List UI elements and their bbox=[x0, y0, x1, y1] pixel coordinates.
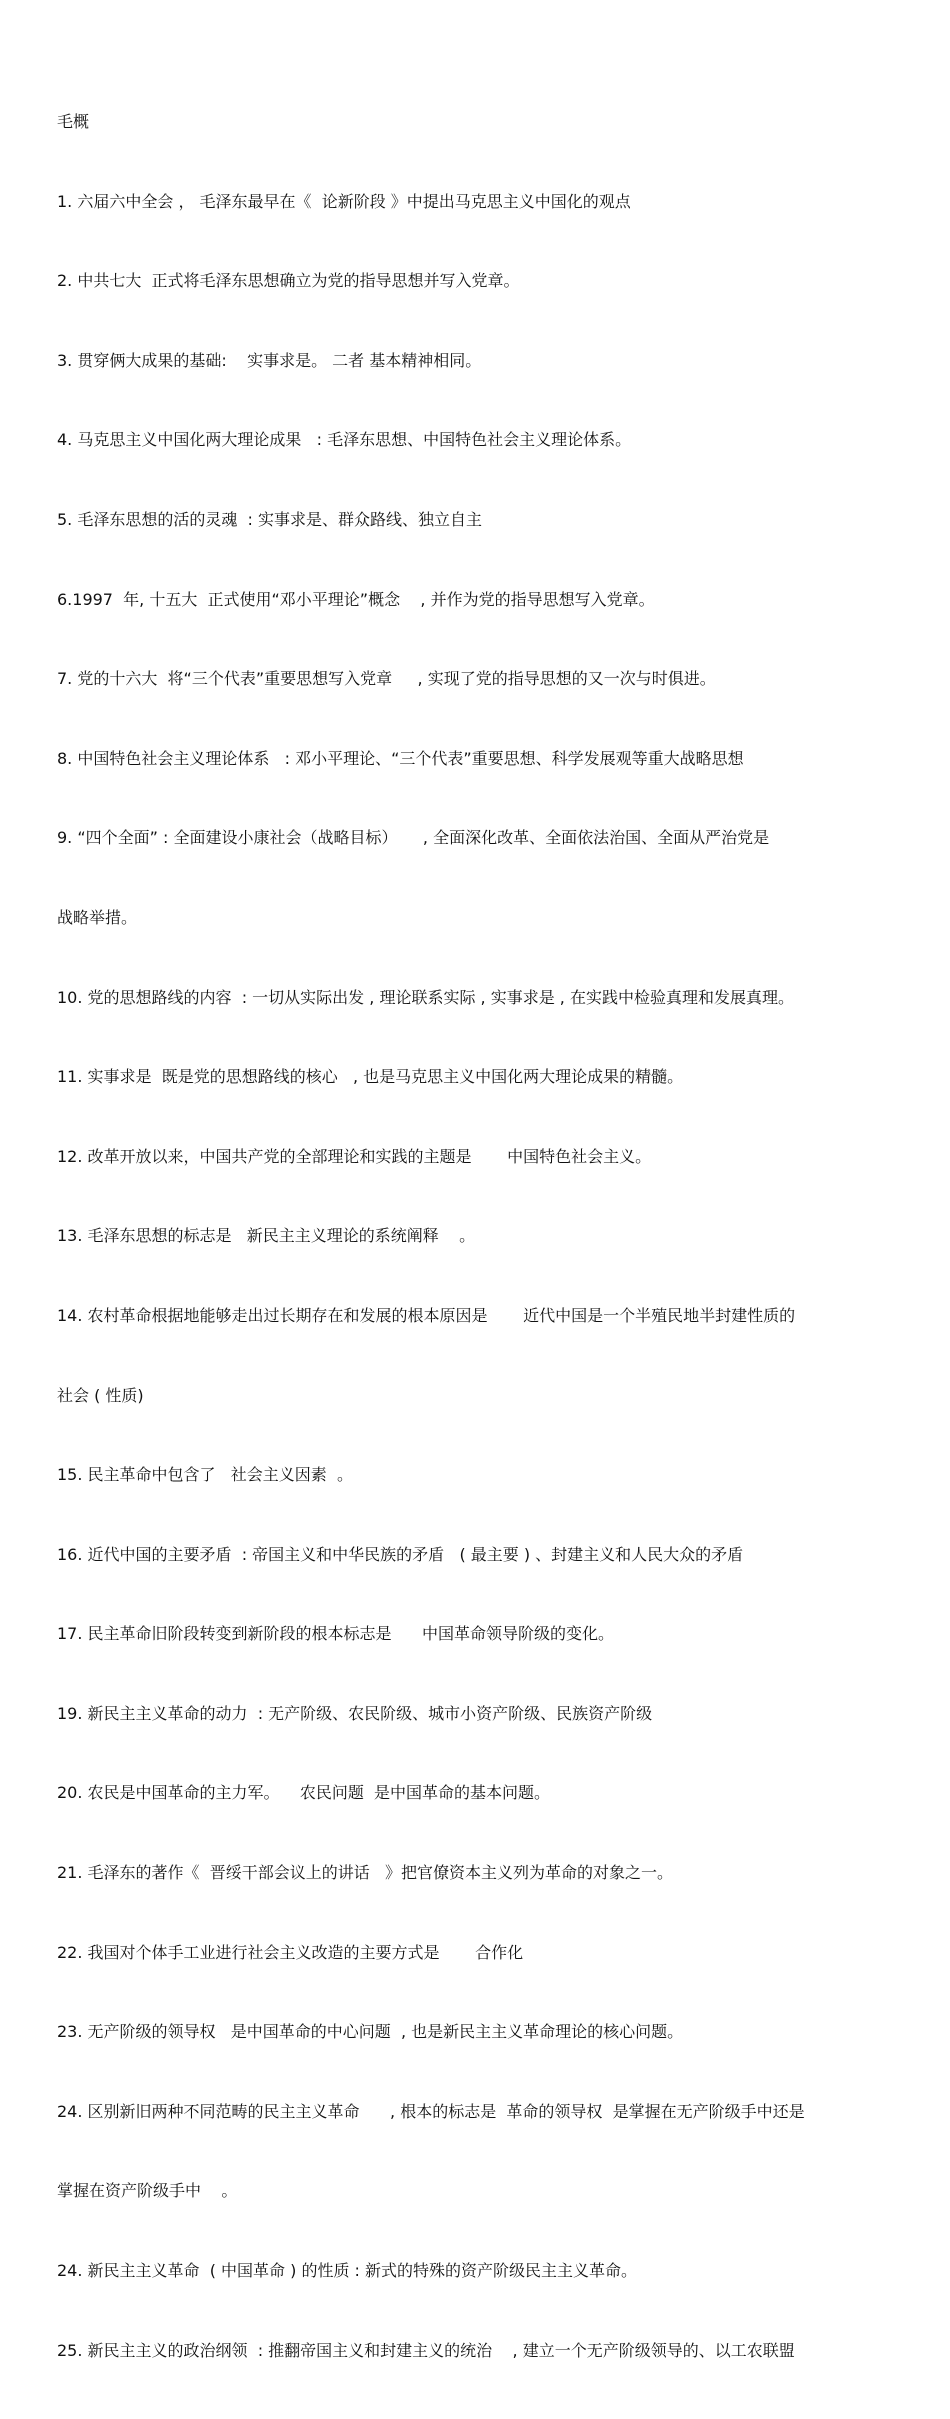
text-line: 17. 民主革命旧阶段转变到新阶段的根本标志是 中国革命领导阶级的变化。 bbox=[57, 1624, 615, 1644]
text-line: 5. 毛泽东思想的活的灵魂 : 实事求是、群众路线、独立自主 bbox=[57, 509, 483, 529]
text-line: 9. “四个全面” : 全面建设小康社会（战略目标） , 全面深化改革、全面依法治国、全面从严治党是 bbox=[57, 828, 770, 848]
text-line: 16. 近代中国的主要矛盾 : 帝国主义和中华民族的矛盾 ( 最主要 ) 、封建主义和人民大众的矛盾 bbox=[57, 1544, 744, 1564]
text-line: 19. 新民主主义革命的动力 : 无产阶级、农民阶级、城市小资产阶级、民族资产阶级 bbox=[57, 1703, 653, 1723]
text-line: 20. 农民是中国革命的主力军。 农民问题 是中国革命的基本问题。 bbox=[57, 1783, 551, 1803]
text-line: 12. 改革开放以来，中国共产党的全部理论和实践的主题是 中国特色社会主义。 bbox=[57, 1146, 652, 1166]
text-line: 战略举措。 bbox=[57, 907, 138, 927]
text-line: 6.1997 年, 十五大 正式使用“邓小平理论”概念 , 并作为党的指导思想写入党章。 bbox=[57, 589, 655, 609]
text-line: 15. 民主革命中包含了 社会主义因素 。 bbox=[57, 1465, 353, 1485]
text-line: 13. 毛泽东思想的标志是 新民主主义理论的系统阐释 。 bbox=[57, 1226, 476, 1246]
document-body bbox=[57, 73, 887, 2419]
text-line: 24. 区别新旧两种不同范畴的民主主义革命 , 根本的标志是 革命的领导权 是掌握在无产阶级手中还是 bbox=[57, 2101, 805, 2121]
text-line: 1. 六届六中全会 ， 毛泽东最早在《 论新阶段 》中提出马克思主义中国化的观点 bbox=[57, 191, 631, 211]
text-line: 7. 党的十六大 将“三个代表”重要思想写入党章 , 实现了党的指导思想的又一次与时俱进。 bbox=[57, 669, 716, 689]
text-line: 10. 党的思想路线的内容 : 一切从实际出发 , 理论联系实际 , 实事求是 , 在实践中检验真理和发展真理。 bbox=[57, 987, 794, 1007]
text-line: 24. 新民主主义革命 ( 中国革命 ) 的性质 : 新式的特殊的资产阶级民主主义革命。 bbox=[57, 2261, 638, 2281]
text-line: 4. 马克思主义中国化两大理论成果 : 毛泽东思想、中国特色社会主义理论体系。 bbox=[57, 430, 632, 450]
text-line: 掌握在资产阶级手中 。 bbox=[57, 2181, 238, 2201]
text-line: 3. 贯穿俩大成果的基础: 实事求是。 二者 基本精神相同。 bbox=[57, 350, 482, 370]
text-line: 2. 中共七大 正式将毛泽东思想确立为党的指导思想并写入党章。 bbox=[57, 271, 520, 291]
text-line: 11. 实事求是 既是党的思想路线的核心 , 也是马克思主义中国化两大理论成果的精髓。 bbox=[57, 1067, 684, 1087]
text-line: 8. 中国特色社会主义理论体系 : 邓小平理论、“三个代表”重要思想、科学发展观等重大战略思想 bbox=[57, 748, 744, 768]
text-line: 23. 无产阶级的领导权 是中国革命的中心问题 , 也是新民主主义革命理论的核心问题。 bbox=[57, 2022, 684, 2042]
text-line: 25. 新民主主义的政治纲领 : 推翻帝国主义和封建主义的统治 , 建立一个无产阶级领导的、以工农联盟 bbox=[57, 2340, 795, 2360]
text-line: 14. 农村革命根据地能够走出过长期存在和发展的根本原因是 近代中国是一个半殖民地半封建性质的 bbox=[57, 1305, 796, 1325]
document-title: 毛概 bbox=[57, 112, 90, 131]
text-line: 22. 我国对个体手工业进行社会主义改造的主要方式是 合作化 bbox=[57, 1942, 524, 1962]
text-line: 21. 毛泽东的著作《 晋绥干部会议上的讲话 》把官僚资本主义列为革命的对象之一。 bbox=[57, 1863, 673, 1883]
text-line: 社会 ( 性质) bbox=[57, 1385, 144, 1405]
